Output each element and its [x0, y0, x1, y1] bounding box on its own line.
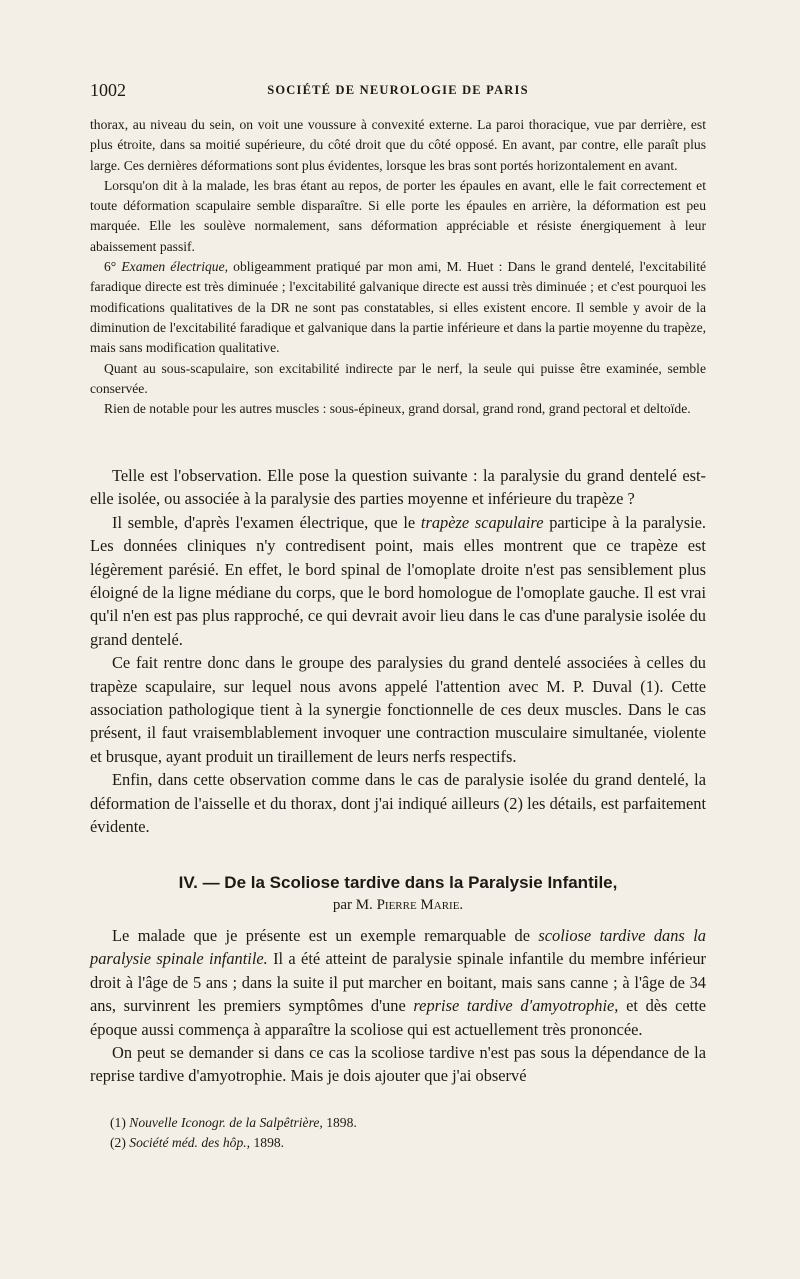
body-paragraph: On peut se demander si dans ce cas la scoliose tardive n'est pas sous la dépendance de la reprise tardive d'amyotrophie. Mais je dois ajouter que j'ai observé [90, 1043, 706, 1086]
paragraph-text: Il a été atteint de paralysie spinale infantile du membre inférieur droit à l'âge de 5 ans ; dans la suite il put marcher en boitant, mais sans canne ; à l'âge de 34 ans, survinrent les premiers symptômes d'une [90, 949, 706, 1016]
footnote-source: Nouvelle Iconogr. de la Salpêtrière, [129, 1115, 323, 1130]
paragraph-text: obligeamment pratiqué par mon ami, M. Huet : Dans le grand dentelé, l'excitabilité faradique directe est très diminuée ; l'excitabilité galvanique directe est aussi très diminuée ; et c'est pourquoi les modifications qualitatives de la DR ne sont pas constatables, si elles existent encore. Il semble y avoir de la diminution de l'excitabilité faradique et galvanique dans la partie inférieure et dans la partie moyenne du trapèze, mais sans modification qualitative. [90, 259, 707, 356]
section-heading [90, 872, 706, 916]
small-paragraph: Rien de notable pour les autres muscles : sous-épineux, grand dorsal, grand rond, grand pectoral et deltoïde. [104, 401, 691, 417]
page-header [90, 80, 706, 104]
italic-phrase: reprise tardive d'amyotrophie, [413, 996, 619, 1016]
italic-phrase: Examen électrique, [121, 259, 229, 275]
section-author [90, 894, 706, 916]
item-number: 6° [104, 259, 117, 275]
paragraph-text: Le malade que je présente est un exemple remarquable de [112, 926, 539, 945]
running-title: SOCIÉTÉ DE NEUROLOGIE DE PARIS [267, 83, 529, 97]
section-title: IV. — De la Scoliose tardive dans la Paralysie Infantile, [178, 873, 618, 892]
paragraph-text: Il semble, d'après l'examen électrique, que le [112, 512, 421, 532]
section-text-block [90, 924, 706, 1088]
body-paragraph: Telle est l'observation. Elle pose la question suivante : la paralysie du grand dentelé est-elle isolée, ou associée à la paralysie des parties moyenne et inférieure du trapèze ? [90, 466, 706, 509]
footnote-number: (2) [110, 1135, 126, 1150]
main-text-block [90, 464, 706, 839]
italic-phrase: trapèze scapulaire [420, 512, 544, 532]
footnote-source: Société méd. des hôp., [129, 1135, 251, 1150]
small-paragraph: Lorsqu'on dit à la malade, les bras étant au repos, de porter les épaules en avant, elle le fait correctement et toute déformation scapulaire semble disparaître. Si elle porte les épaules en arrière, la déformation est peu marquée. Elle les soulève normalement, sans déformation appréciable et résiste énergiquement à leur abaissement passif. [90, 177, 706, 254]
small-paragraph: thorax, au niveau du sein, on voit une voussure à convexité externe. La paroi thoracique, vue par derrière, est plus étroite, dans sa moitié supérieure, du côté droit que du côté opposé. En avant, par contre, elle paraît plus large. Ces dernières déformations sont plus évidentes, lorsque les bras sont portés horizontalement en avant. [90, 117, 706, 173]
footnotes [90, 1113, 706, 1153]
footnote-year: 1898. [322, 1115, 357, 1130]
footnote [110, 1113, 706, 1133]
small-paragraph [90, 257, 706, 358]
body-paragraph: Enfin, dans cette observation comme dans le cas de paralysie isolée du grand dentelé, la déformation de l'aisselle et du thorax, dont j'ai indiqué ailleurs (2) les détails, est parfaitement évidente. [90, 770, 706, 837]
author-name: Pierre Marie. [376, 897, 464, 913]
page-number: 1002 [90, 80, 126, 100]
author-prefix: par M. [332, 897, 377, 913]
body-paragraph [90, 924, 706, 1041]
body-paragraph: Ce fait rentre donc dans le groupe des paralysies du grand dentelé associées à celles du trapèze scapulaire, sur lequel nous avons appelé l'attention avec M. P. Duval (1). Cette association pathologique tient à la synergie fonctionnelle de ces deux muscles. Dans le cas présent, il faut vraisemblablement invoquer une contraction musculaire simultanée, violente et brusque, ayant produit un tiraillement de leurs nerfs respectifs. [90, 653, 706, 766]
paragraph-text: participe à la paralysie. Les données cliniques n'y contredisent point, mais elles montrent que ce trapèze est légèrement parésié. En effet, le bord spinal de l'omoplate droite n'est pas sensiblement plus éloigné de la ligne médiane du corps, que le bord homologue de l'omoplate gauche. Il est vrai qu'il n'en est pas plus rapproché, ce qui devrait avoir lieu dans le cas d'une paralysie isolée du grand dentelé. [90, 512, 707, 649]
italic-phrase: scoliose tardive dans la paralysie spinale infantile. [90, 926, 706, 969]
footnote [110, 1133, 706, 1153]
body-paragraph [90, 511, 706, 651]
small-print-block [90, 115, 706, 419]
paragraph-text: et dès cette époque aussi commença à apparaître la scoliose qui est actuellement très prononcée. [90, 996, 707, 1039]
footnote-number: (1) [110, 1115, 126, 1130]
small-paragraph: Quant au sous-scapulaire, son excitabilité indirecte par le nerf, la seule qui puisse être examinée, semble conservée. [90, 360, 706, 396]
footnote-year: 1898. [250, 1135, 285, 1150]
